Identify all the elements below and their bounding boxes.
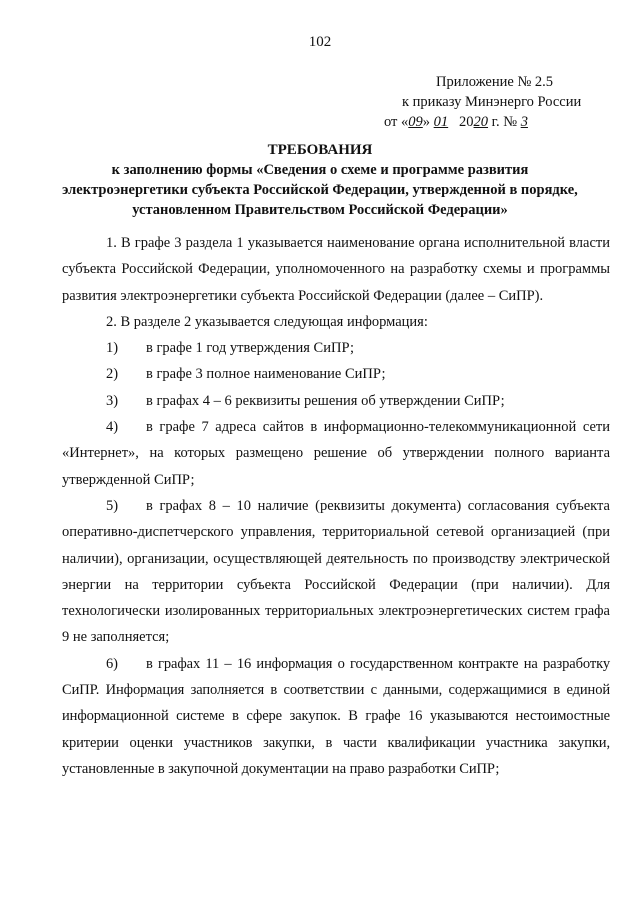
date-prefix: от « [384, 114, 409, 130]
list-item-number: 2) [106, 366, 119, 383]
list-item-number: 4) [106, 419, 119, 436]
document-title [50, 140, 590, 220]
appendix-date-line [384, 112, 604, 132]
title-line-2: электроэнергетики субъекта Российской Федерации, утвержденной в порядке, [62, 182, 578, 198]
list-item [62, 414, 610, 493]
order-number: 3 [520, 114, 528, 130]
list-item-text: в графе 3 полное наименование СиПР; [146, 366, 386, 383]
list-item-text: в графах 11 – 16 информация о государственном контракте на разработку СиПР. Информация заполняется в соответствии с данными, содержащимися в единой информационной системе в сфере закупок. В графе 16 указываются нестоимостные критерии оценки участников закупки, в части квалификации участника закупки, установленные в закупочной документации на право разработки СиПР; [62, 655, 610, 777]
list-item-number: 1) [106, 340, 119, 357]
list-item-text: в графе 7 адреса сайтов в информационно-телекоммуникационной сети «Интернет», на которых размещено решение об утверждении полного варианта утвержденной СиПР; [62, 419, 610, 488]
appendix-header [384, 72, 604, 132]
page-number: 102 [308, 34, 332, 50]
title-line-1: к заполнению формы «Сведения о схеме и программе развития [111, 162, 529, 178]
paragraph-2: 2. В разделе 2 указывается следующая информация: [106, 313, 428, 330]
list-item-number: 5) [106, 497, 119, 514]
list-item [62, 651, 610, 782]
date-month: 01 [433, 114, 449, 130]
paragraph-1: 1. В графе 3 раздела 1 указывается наименование органа исполнительной власти субъекта Российской Федерации, уполномоченного на разработку схемы и программы развития электроэнергетики субъекта Российской Федерации (далее – СиПР). [62, 235, 610, 304]
list-item-number: 3) [106, 392, 119, 409]
document-body [62, 230, 610, 782]
title-line-3: установленном Правительством Российской Федерации» [132, 202, 508, 218]
appendix-title: Приложение № 2.5 [436, 74, 554, 90]
date-sep3: г. № [488, 114, 521, 130]
list-item [62, 335, 610, 361]
title-heading: ТРЕБОВАНИЯ [267, 142, 373, 158]
list-item-text: в графе 1 год утверждения СиПР; [146, 340, 355, 357]
date-year: 20 [473, 114, 489, 130]
list-item-number: 6) [106, 655, 118, 672]
date-sep2: 20 [448, 114, 474, 130]
list-item-text: в графах 4 – 6 реквизиты решения об утверждении СиПР; [146, 392, 505, 409]
list-item [62, 493, 610, 651]
date-day: 09 [408, 114, 423, 130]
list-item-text: в графах 8 – 10 наличие (реквизиты документа) согласования субъекта оперативно-диспетчерского управления, территориальной сетевой организацией (при наличии), организации, осуществляющей деятельность по производству электрической энергии на территории субъекта Российской Федерации (при наличии). Для технологически изолированных территориальных электроэнергетических систем графа 9 не заполняется; [62, 497, 610, 646]
appendix-order: к приказу Минэнерго России [402, 94, 582, 110]
date-sep1: » [422, 114, 434, 130]
list-item [62, 388, 610, 414]
list-item [62, 361, 610, 387]
